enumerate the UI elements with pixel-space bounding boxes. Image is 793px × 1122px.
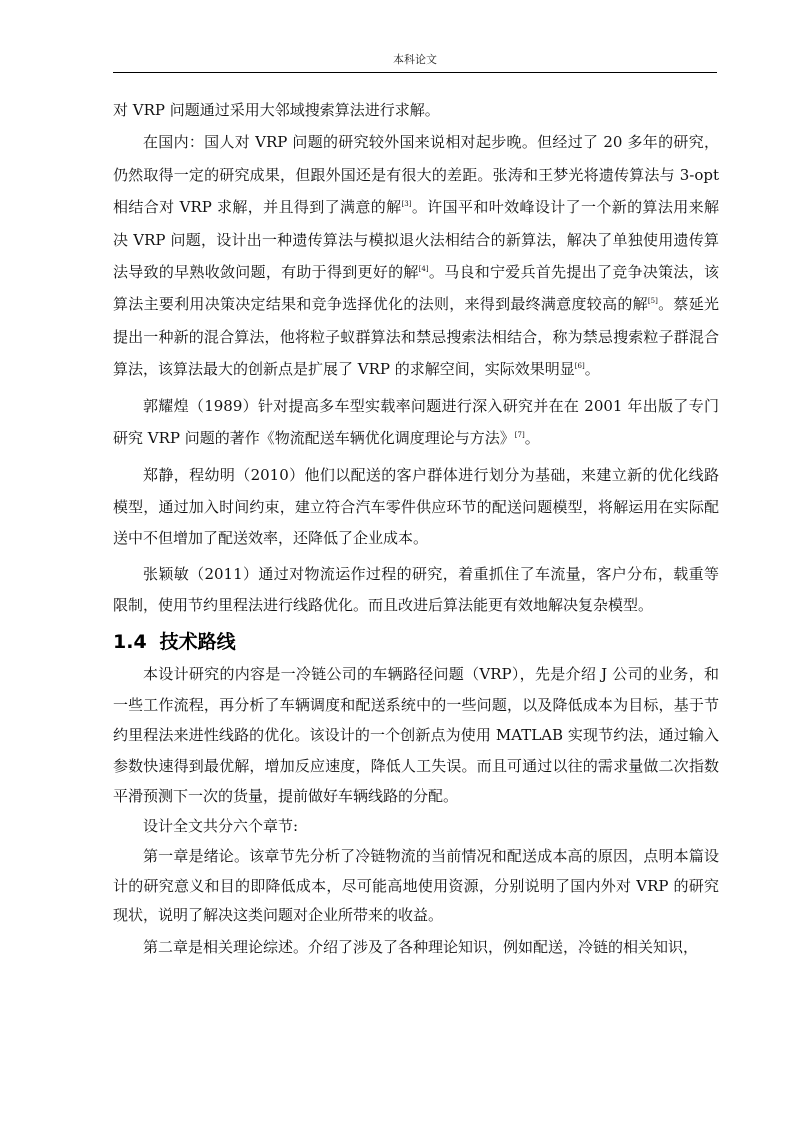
paragraph-chapter-overview: 设计全文共分六个章节: xyxy=(143,816,299,835)
paragraph-text: 。许国平和叶效峰设计了一个新的算法用来解决 VRP 问题，设计出一种遗传算法与模拟退火法相结合的新算法，解决了单独使用遗传算法导致的早熟收敛问题，有助于得到更好的解 xyxy=(113,198,719,282)
paragraph-zheng-jing: 郑静，程幼明（2010）他们以配送的客户群体进行划分为基础，来建立新的优化线路模型，通过加入时间约束，建立符合汽车零件供应环节的配送问题模型，将解运用在实际配送中不但增加了配送效率，还降低了企业成本。 xyxy=(113,466,719,548)
paragraph-text: 。 xyxy=(584,360,600,379)
paragraph-text: 。 xyxy=(524,429,540,448)
paragraph-chapter-one: 第一章是绪论。该章节先分析了冷链物流的当前情况和配送成本高的原因，点明本篇设计的研究意义和目的即降低成本，尽可能高地使用资源，分别说明了国内外对 VRP 的研究现状，说明了解决这类问题对企业所带来的收益。 xyxy=(113,846,719,925)
paragraph-text: 郭耀煌（1989）针对提高多车型实载率问题进行深入研究并在在 2001 年出版了专门研究 VRP 问题的著作《物流配送车辆优化调度理论与方法》 xyxy=(113,396,719,448)
section-number: 1.4 xyxy=(113,630,147,653)
paragraph-domestic-research xyxy=(113,126,719,385)
paragraph-chapter-two: 第二章是相关理论综述。介绍了涉及了各种理论知识，例如配送，冷链的相关知识， xyxy=(143,938,699,957)
citation-ref: [6] xyxy=(574,362,585,371)
paragraph-text: 在国内：国人对 VRP 问题的研究较外国来说相对起步晚。但经过了 20 多年的研究，仍然取得一定的研究成果，但跟外国还是有很大的差距。张涛和王梦光将遗传算法与 3-opt 相结合对 VRP 求解，并且得到了满意的解 xyxy=(113,133,719,217)
citation-ref: [5] xyxy=(647,297,658,306)
paragraph-zhang-yingmin: 张颖敏（2011）通过对物流运作过程的研究，着重抓住了车流量，客户分布，载重等限制，使用节约里程法进行线路优化。而且改进后算法能更有效地解决复杂模型。 xyxy=(113,564,719,615)
citation-ref: [3] xyxy=(401,200,412,209)
citation-ref: [4] xyxy=(418,265,429,274)
section-heading xyxy=(113,625,719,659)
section-title: 技术路线 xyxy=(159,630,236,653)
paragraph-text: 。蔡延光提出一种新的混合算法，他将粒子蚁群算法和禁忌搜索法相结合，称为禁忌搜索粒子群混合算法，该算法最大的创新点是扩展了 VRP 的求解空间，实际效果明显 xyxy=(113,295,719,379)
paragraph-text: 。马良和宁爱兵首先提出了竞争决策法，该算法主要利用决策决定结果和竞争选择优化的法则，来得到最终满意度较高的解 xyxy=(113,263,719,314)
paragraph-guo-yaohuang xyxy=(113,390,719,455)
paragraph-design-content: 本设计研究的内容是一冷链公司的车辆路径问题（VRP），先是介绍 J 公司的业务，和一些工作流程，再分析了车辆调度和配送系统中的一些问题，以及降低成本为目标，基于节约里程法来进性线路的优化。该设计的一个创新点为使用 MATLAB 实现节约法，通过输入参数快速得到最优解，增加反应速度，降低人工失误。而且可通过以往的需求量做二次指数平滑预测下一次的货量，提前做好车辆线路的分配。 xyxy=(113,664,719,806)
paragraph-vrp-intro-end: 对 VRP 问题通过采用大邻域搜索算法进行求解。 xyxy=(113,101,440,119)
citation-ref: [7] xyxy=(514,431,525,440)
page-header: 本科论文 xyxy=(393,53,437,66)
page-body xyxy=(113,94,719,963)
header-divider xyxy=(113,72,717,73)
